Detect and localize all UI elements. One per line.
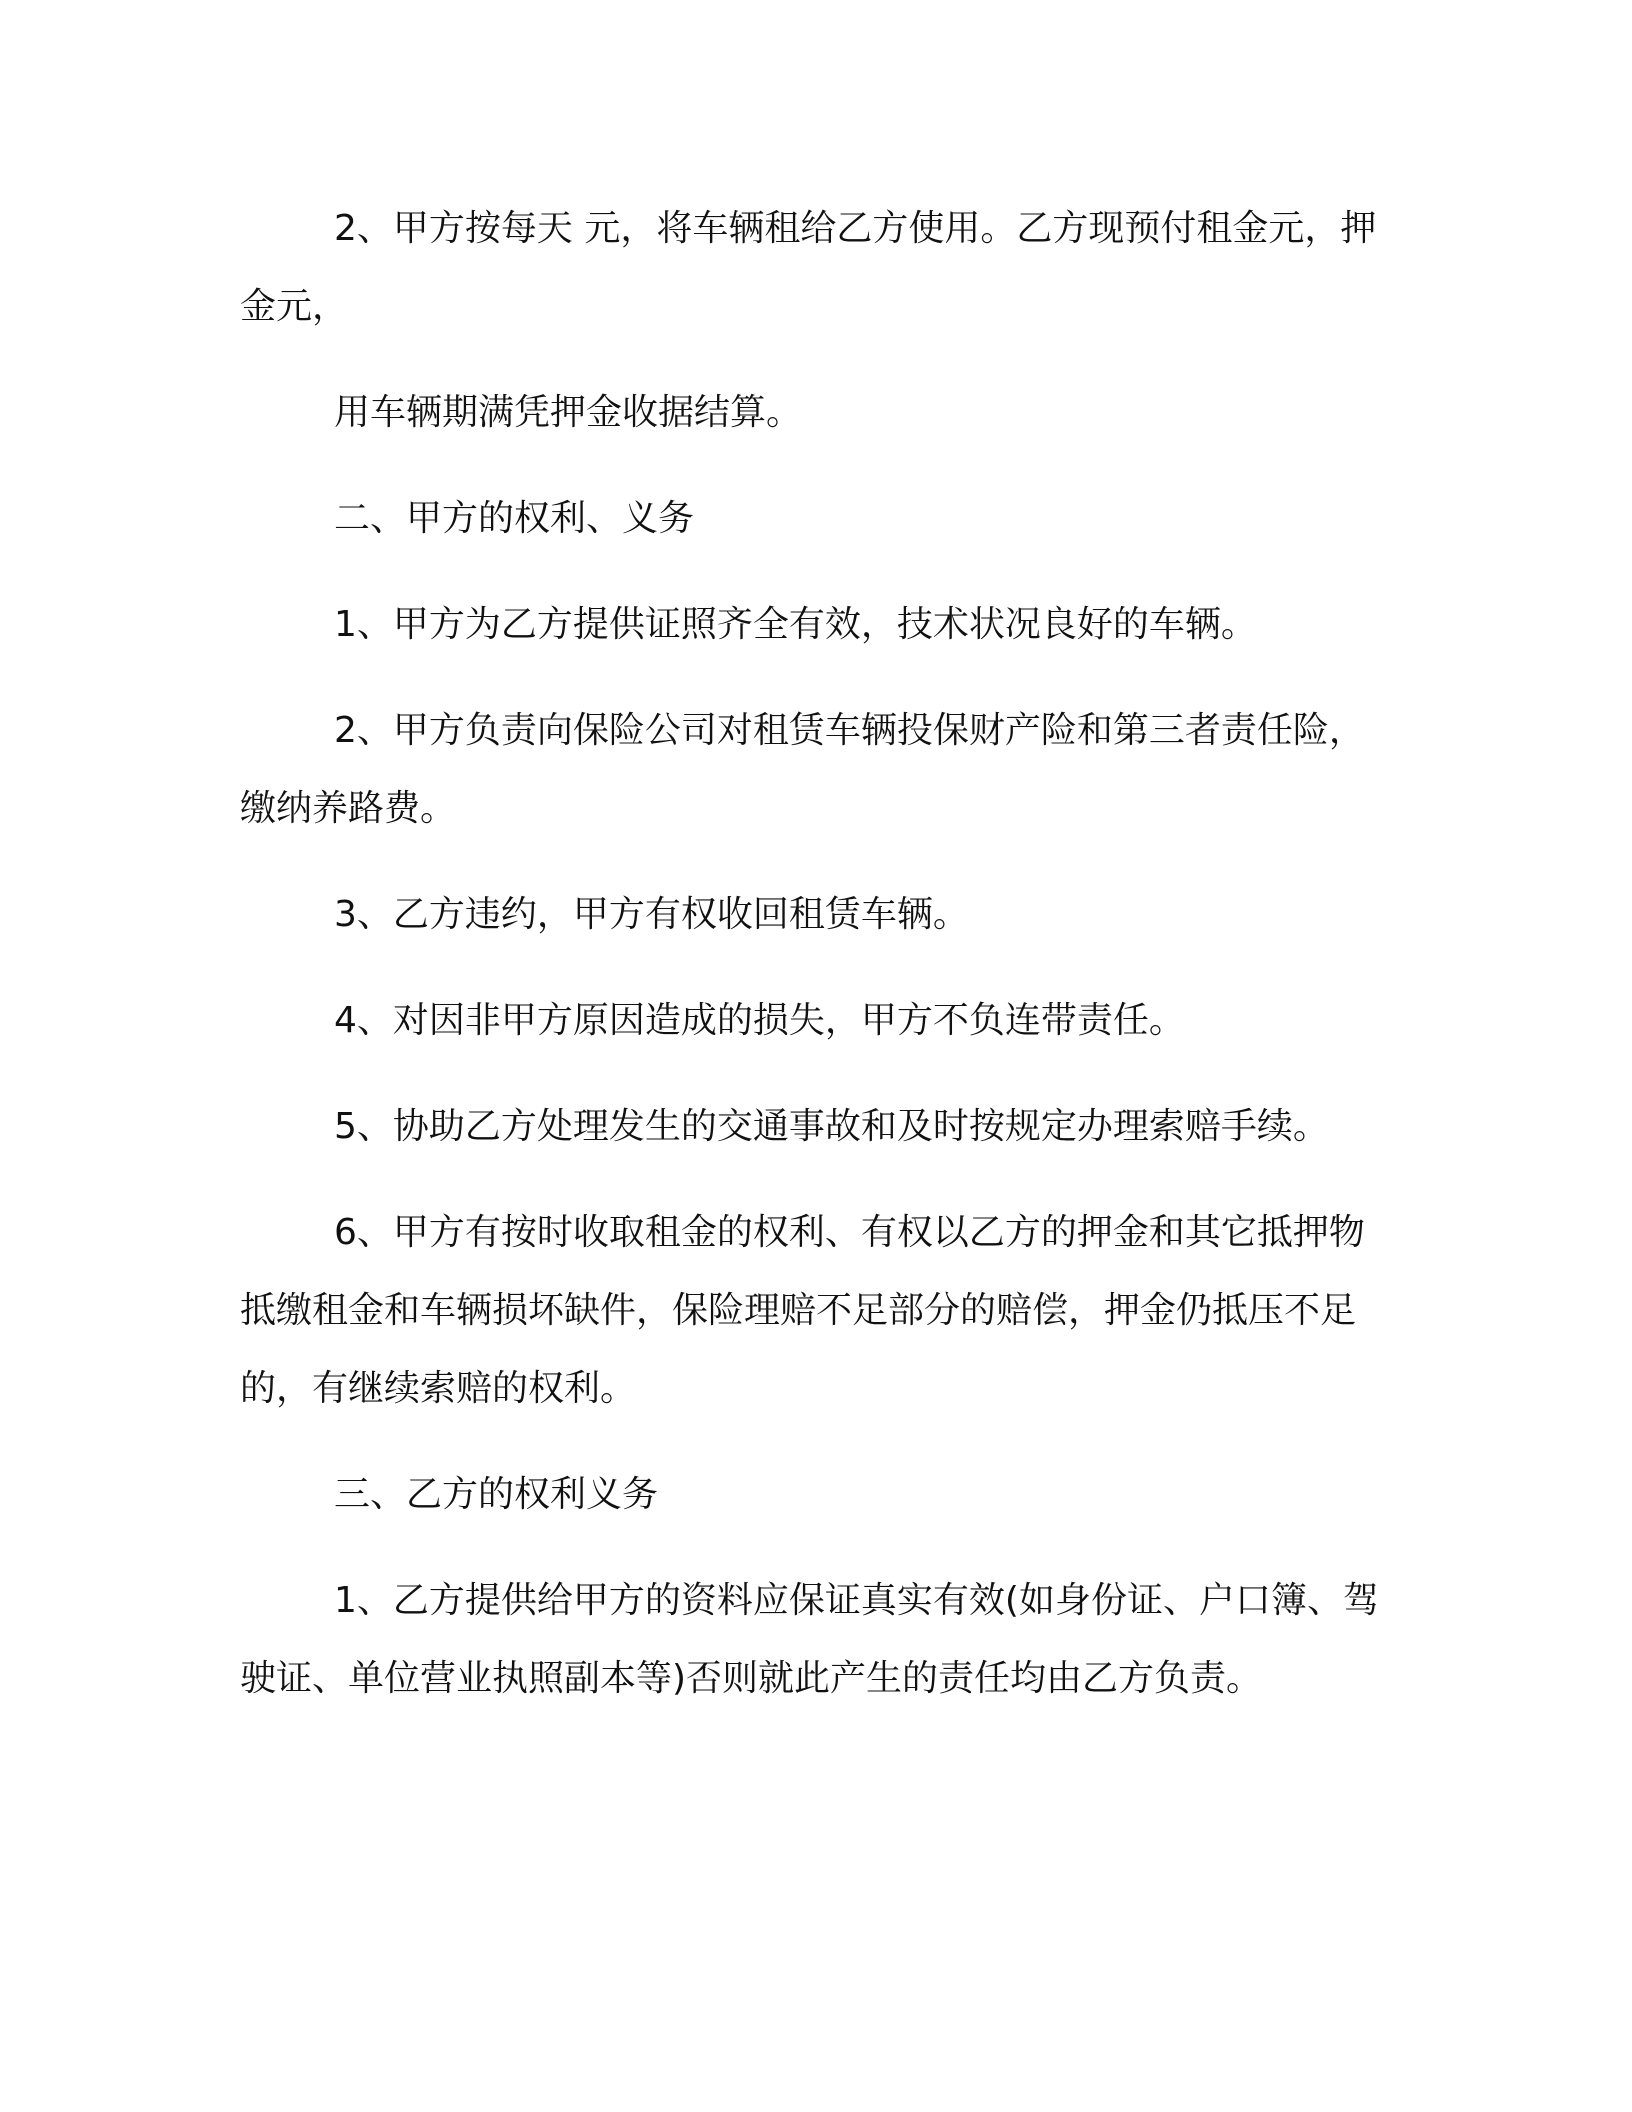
paragraph-party-a-2: 2、甲方负责向保险公司对租赁车辆投保财产险和第三者责任险，缴纳养路费。 [240, 710, 1365, 829]
paragraph-party-b-1: 1、乙方提供给甲方的资料应保证真实有效(如身份证、户口簿、驾驶证、单位营业执照副本等)否则就此产生的责任均由乙方负责。 [240, 1580, 1379, 1699]
paragraph-settlement: 用车辆期满凭押金收据结算。 [334, 392, 803, 433]
paragraph-party-a-1: 1、甲方为乙方提供证照齐全有效，技术状况良好的车辆。 [334, 604, 1257, 645]
paragraph-party-a-3: 3、乙方违约，甲方有权收回租赁车辆。 [334, 894, 969, 935]
document-body [240, 190, 1390, 1746]
section-heading-party-b: 三、乙方的权利义务 [334, 1474, 659, 1515]
paragraph-party-a-6: 6、甲方有按时收取租金的权利、有权以乙方的押金和其它抵押物抵缴租金和车辆损坏缺件，保险理赔不足部分的赔偿，押金仍抵压不足的，有继续索赔的权利。 [240, 1212, 1365, 1409]
section-heading-party-a: 二、甲方的权利、义务 [334, 498, 695, 539]
paragraph-rent-terms: 2、甲方按每天 元，将车辆租给乙方使用。乙方现预付租金元，押金元， [240, 208, 1377, 327]
paragraph-party-a-4: 4、对因非甲方原因造成的损失，甲方不负连带责任。 [334, 1000, 1185, 1041]
paragraph-party-a-5: 5、协助乙方处理发生的交通事故和及时按规定办理索赔手续。 [334, 1106, 1329, 1147]
